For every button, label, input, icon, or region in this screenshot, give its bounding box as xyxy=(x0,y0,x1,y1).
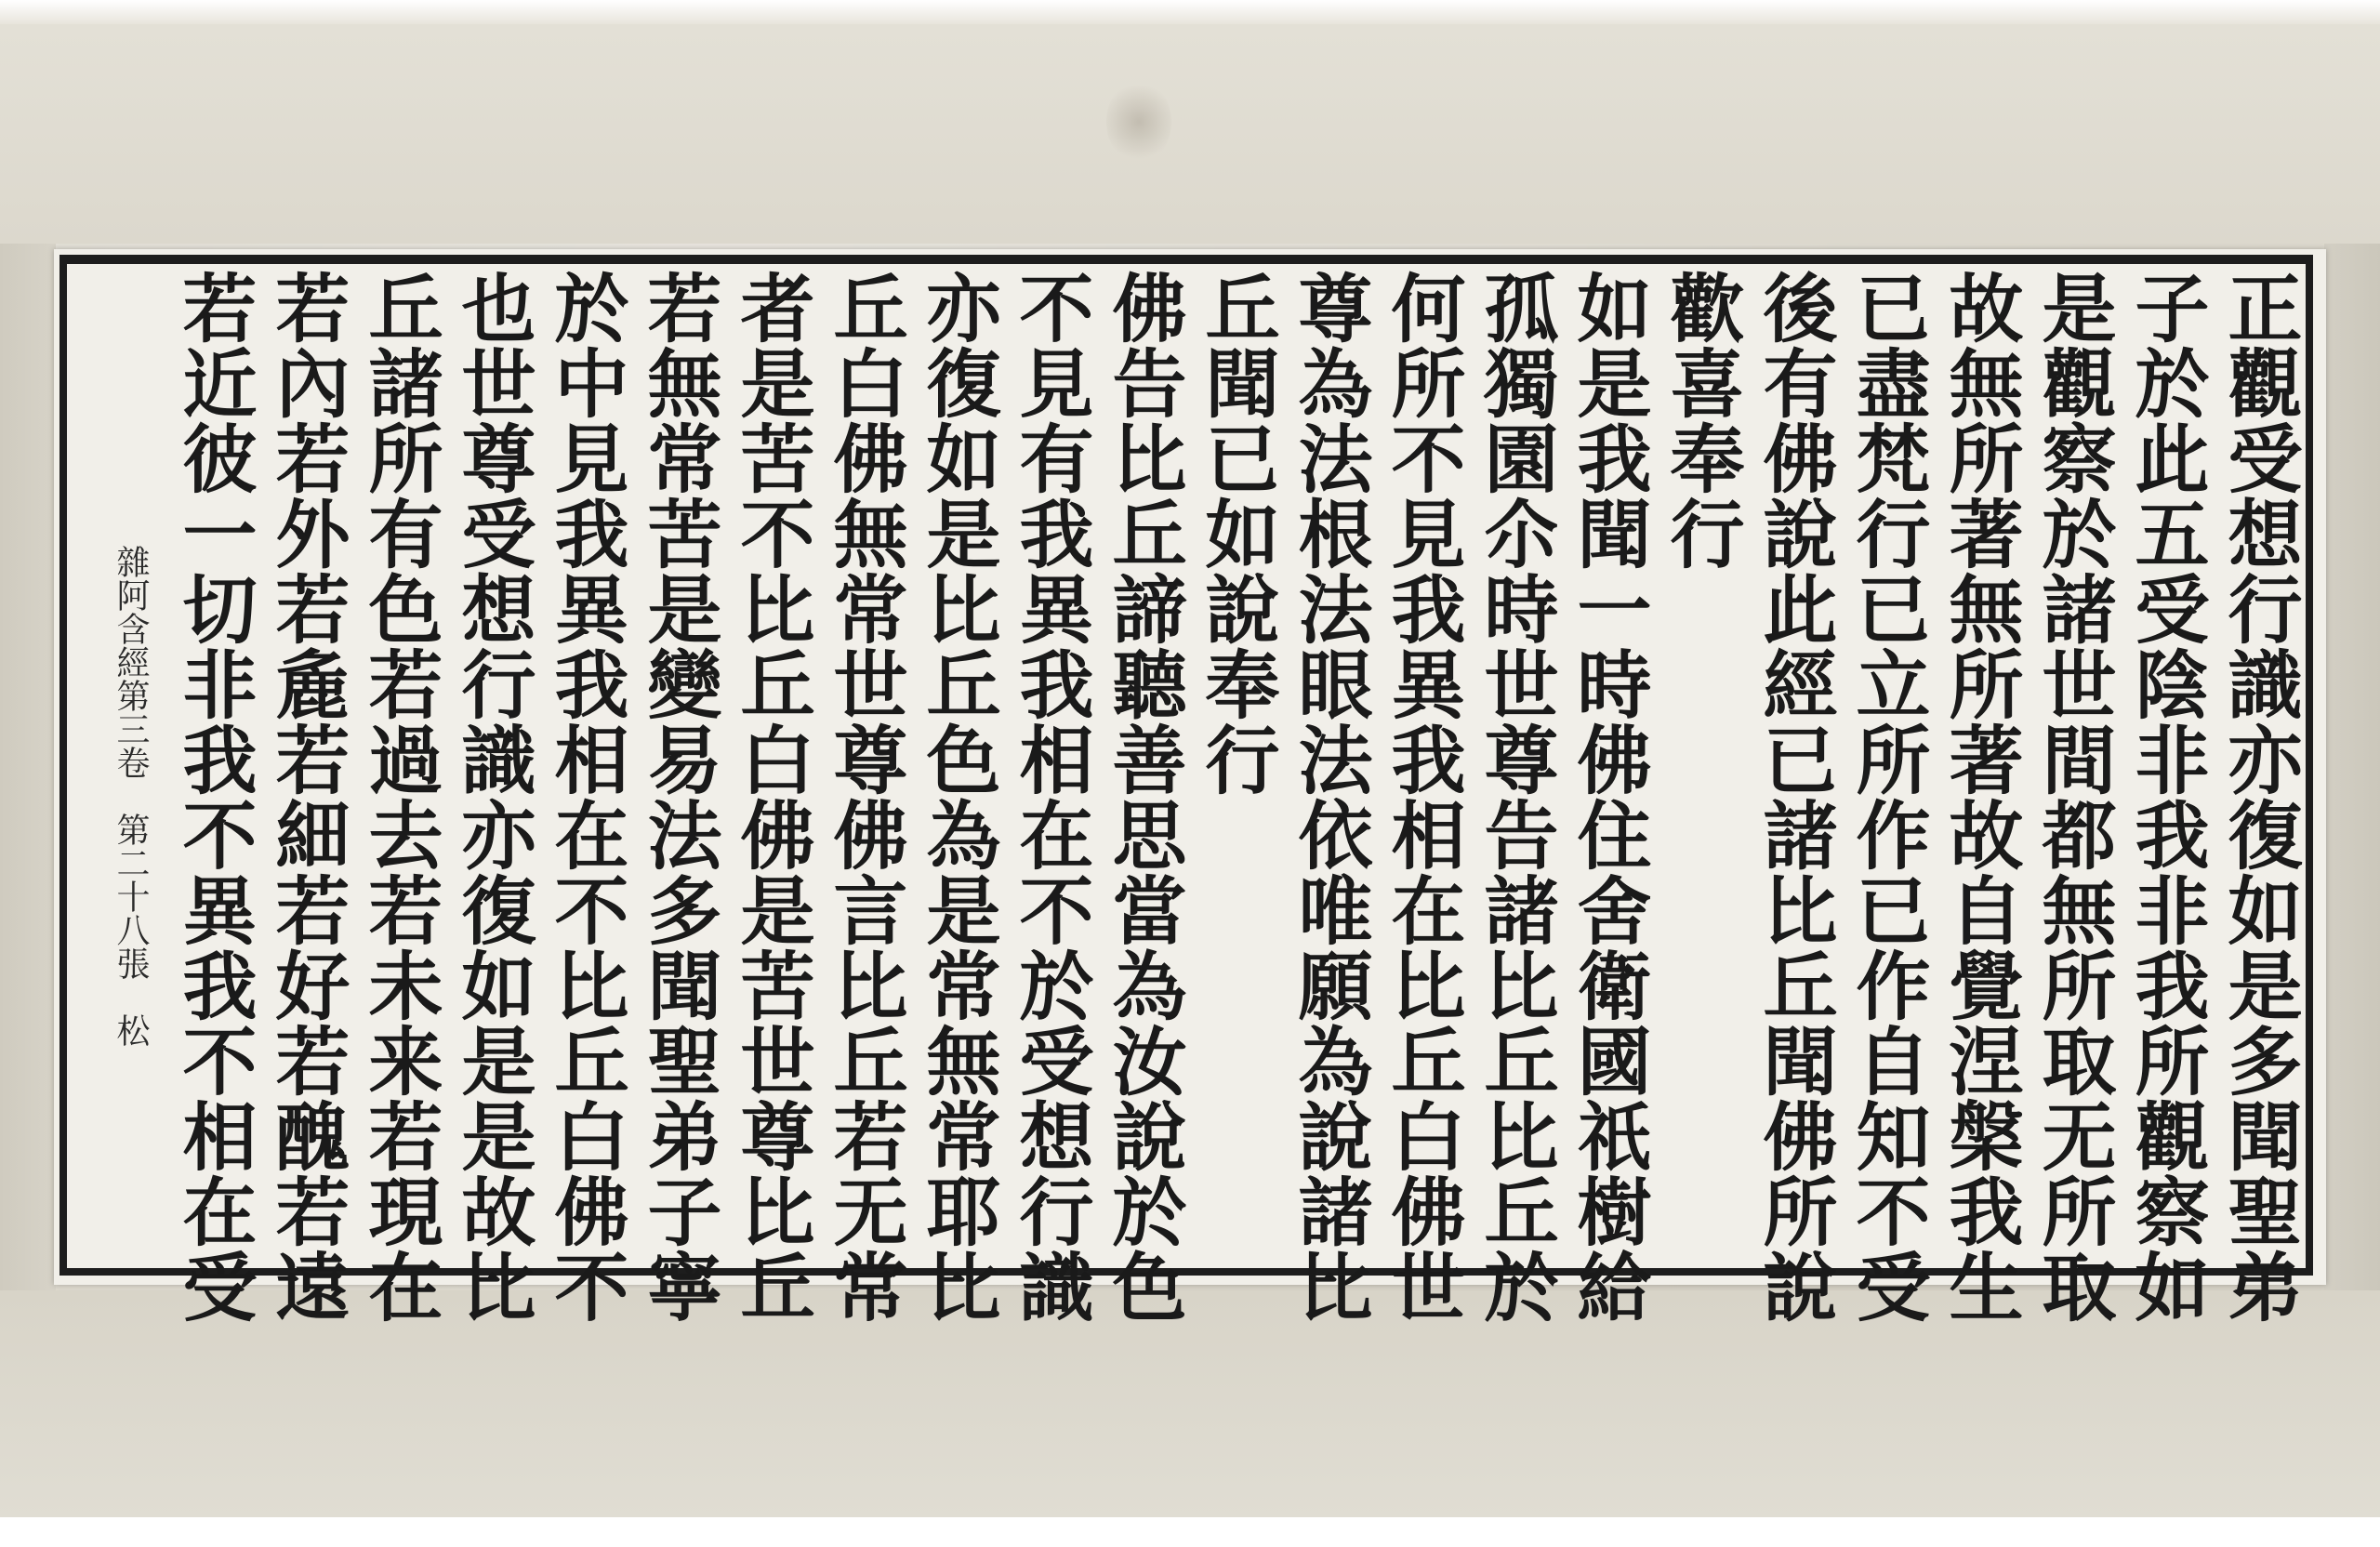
text-column: 丘白佛無常世尊佛言比丘若无常 xyxy=(821,270,908,1324)
text-column: 孤獨園尒時世尊告諸比丘比丘於 xyxy=(1472,270,1559,1324)
text-column: 若近彼一切非我不異我不相在受 xyxy=(170,270,258,1324)
top-edge xyxy=(0,0,2380,24)
text-column: 已盡梵行已立所作已作自知不受 xyxy=(1844,270,1931,1324)
text-column: 故無所著無所著故自覺涅槃我生 xyxy=(1937,270,2024,1324)
text-column: 丘諸所有色若過去若未来若現在 xyxy=(356,270,443,1324)
margin-note: 雜阿含經第三卷 第二十八張 松 xyxy=(112,545,150,1047)
lower-paper-sheet xyxy=(0,1290,2380,1517)
text-column: 後有佛說此經已諸比丘聞佛所說 xyxy=(1751,270,1838,1324)
text-column: 不見有我異我相在不於受想行識 xyxy=(1007,270,1094,1324)
paper-stain xyxy=(1106,80,1171,164)
right-mount-edge xyxy=(2324,244,2380,1290)
text-column: 如是我聞一時佛住舍衛國祇樹給 xyxy=(1565,270,1652,1324)
text-column: 何所不見我異我相在比丘白佛世 xyxy=(1379,270,1466,1324)
text-column: 是觀察於諸世間都無所取无所取 xyxy=(2030,270,2117,1324)
text-column: 者是苦不比丘白佛是苦世尊比丘 xyxy=(728,270,815,1324)
left-mount-edge xyxy=(0,244,56,1290)
text-column: 佛告比丘諦聽善思當為汝說於色 xyxy=(1100,270,1187,1324)
text-column: 若無常苦是變易法多聞聖弟子寧 xyxy=(635,270,722,1324)
text-column: 於中見我異我相在不比丘白佛不 xyxy=(542,270,629,1324)
text-column: 尊為法根法眼法依唯願為說諸比 xyxy=(1286,270,1373,1324)
text-column: 也世尊受想行識亦復如是是故比 xyxy=(449,270,536,1324)
text-column: 若內若外若麁若細若好若醜若遠 xyxy=(263,270,350,1324)
text-column: 正觀受想行識亦復如是多聞聖弟 xyxy=(2215,270,2303,1324)
bottom-border xyxy=(0,1517,2380,1547)
text-column: 亦復如是比丘色為是常無常耶比 xyxy=(914,270,1001,1324)
text-column: 丘聞已如說奉行 xyxy=(1193,270,1280,797)
text-column: 歡喜奉行 xyxy=(1658,270,1745,571)
text-column: 子於此五受陰非我非我所觀察如 xyxy=(2122,270,2210,1324)
upper-paper-sheet xyxy=(0,0,2380,244)
